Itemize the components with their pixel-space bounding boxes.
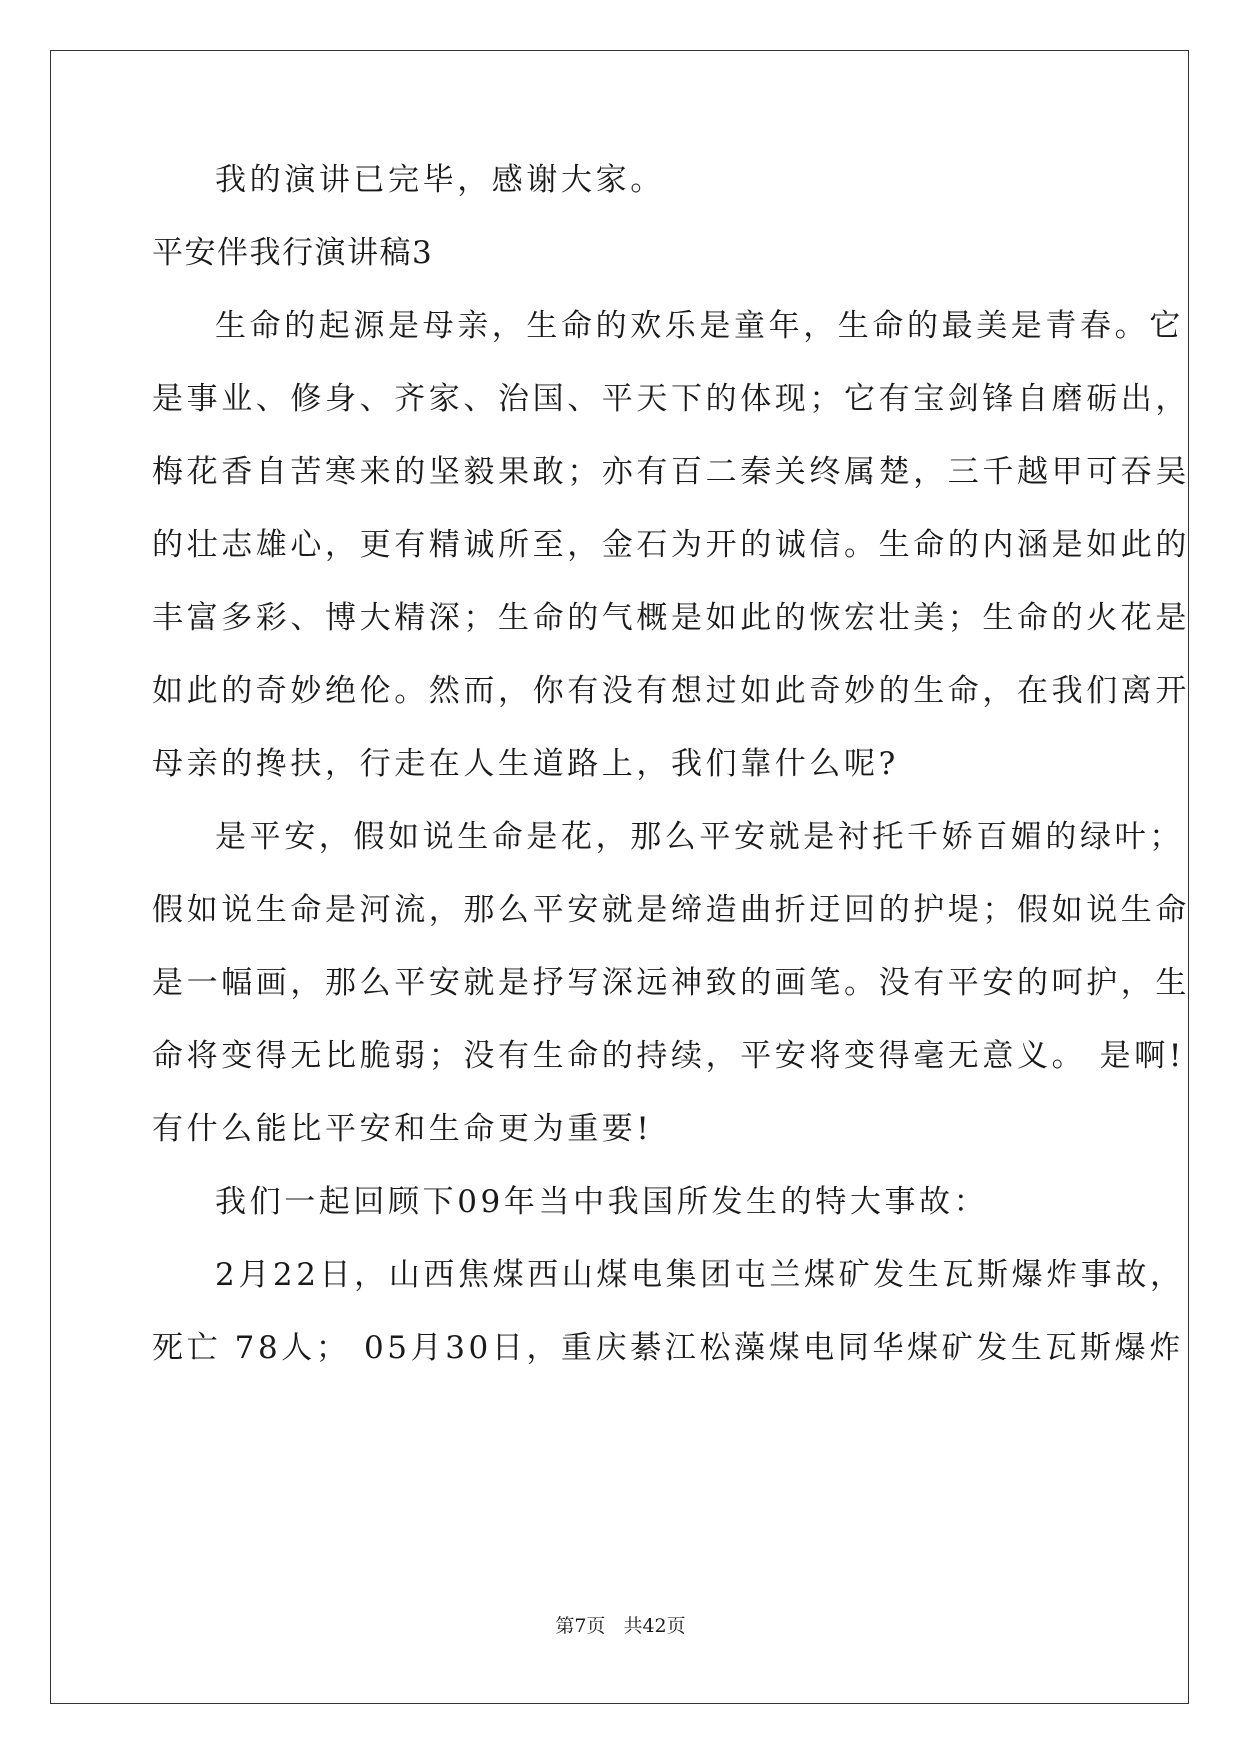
- paragraph-line: 死亡 78人； 05月30日，重庆綦江松藻煤电同华煤矿发生瓦斯爆炸: [152, 1330, 1184, 1366]
- paragraph-line: 2月22日，山西焦煤西山煤电集团屯兰煤矿发生瓦斯爆炸事故，: [215, 1257, 1185, 1293]
- paragraph-line: 我的演讲已完毕，感谢大家。: [215, 162, 665, 198]
- paragraph-line: 母亲的搀扶，行走在人生道路上，我们靠什么呢?: [152, 746, 899, 782]
- paragraph-line: 命将变得无比脆弱；没有生命的持续，平安将变得毫无意义。 是啊!: [152, 1038, 1185, 1074]
- paragraph-line: 是平安，假如说生命是花，那么平安就是衬托千娇百媚的绿叶；: [215, 819, 1184, 855]
- section-heading: 平安伴我行演讲稿3: [152, 235, 434, 271]
- paragraph-line: 梅花香自苦寒来的坚毅果敢；亦有百二秦关终属楚，三千越甲可吞吴: [152, 454, 1190, 490]
- paragraph-line: 假如说生命是河流，那么平安就是缔造曲折迂回的护堤；假如说生命: [152, 892, 1190, 928]
- paragraph-line: 生命的起源是母亲，生命的欢乐是童年，生命的最美是青春。它: [215, 308, 1184, 344]
- paragraph-line: 的壮志雄心，更有精诚所至，金石为开的诚信。生命的内涵是如此的: [152, 527, 1190, 563]
- paragraph-line: 是一幅画，那么平安就是抒写深远神致的画笔。没有平安的呵护，生: [152, 965, 1190, 1001]
- page-border: [50, 50, 1189, 1704]
- page-total: 共42页: [623, 1615, 686, 1637]
- paragraph-line: 有什么能比平安和生命更为重要!: [152, 1111, 653, 1147]
- page-number: 第7页: [555, 1615, 606, 1637]
- page-footer: [0, 1614, 1241, 1638]
- paragraph-line: 是事业、修身、齐家、治国、平天下的体现；它有宝剑锋自磨砺出，: [152, 381, 1190, 417]
- paragraph-line: 丰富多彩、博大精深；生命的气概是如此的恢宏壮美；生命的火花是: [152, 600, 1190, 636]
- paragraph-line: 如此的奇妙绝伦。然而，你有没有想过如此奇妙的生命，在我们离开: [152, 673, 1190, 709]
- paragraph-line: 我们一起回顾下09年当中我国所发生的特大事故：: [215, 1184, 989, 1220]
